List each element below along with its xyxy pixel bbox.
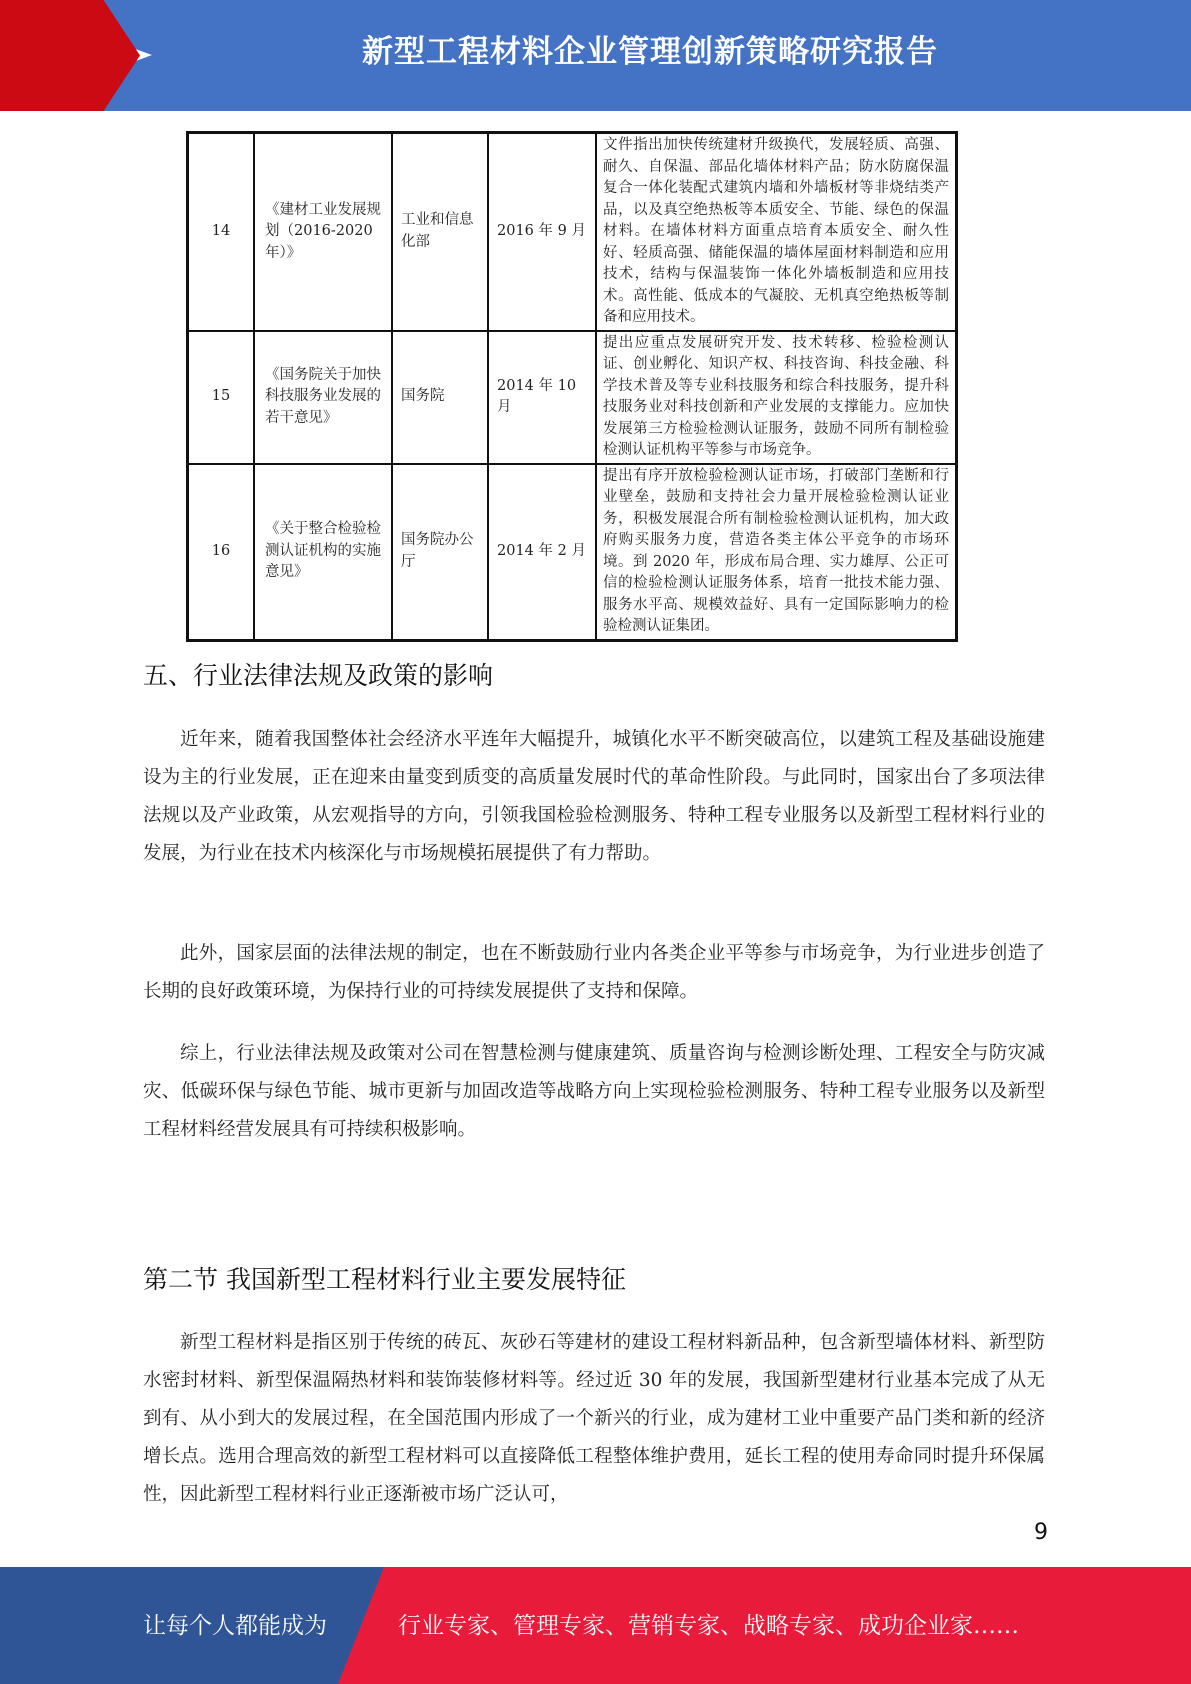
policy-description: 提出应重点发展研究开发、技术转移、检验检测认证、创业孵化、知识产权、科技咨询、科技金融、科学技术普及等专业科技服务和综合科技服务，提升科技服务业对科技创新和产业发展的支撑能力。应加快发展第三方检验检测认证服务，鼓励不同所有制检验检测认证机构平等参与市场竞争。 xyxy=(596,331,957,464)
header-chevron xyxy=(0,0,140,111)
policy-description: 文件指出加快传统建材升级换代，发展轻质、高强、耐久、自保温、部品化墙体材料产品；防水防腐保温复合一体化装配式建筑内墙和外墙板材等非烧结类产品，以及真空绝热板等本质安全、节能、绿色的保温材料。在墙体材料方面重点培育本质安全、耐久性好、轻质高强、储能保温的墙体屋面材料制造和应用技术，结构与保温装饰一体化外墙板制造和应用技术。高性能、低成本的气凝胶、无机真空绝热板等制备和应用技术。 xyxy=(596,133,957,331)
footer-slogan-left: 让每个人都能成为 xyxy=(143,1613,327,1639)
policy-name: 《关于整合检验检测认证机构的实施意见》 xyxy=(254,464,392,641)
table-row xyxy=(188,133,957,331)
policy-description: 提出有序开放检验检测认证市场，打破部门垄断和行业壁垒，鼓励和支持社会力量开展检验检测认证业务，积极发展混合所有制检验检测认证机构，加大政府购买服务力度，营造各类主体公平竞争的市场环境。到 2020 年，形成布局合理、实力雄厚、公正可信的检验检测认证服务体系，培育一批技术能力强、服务水平高、规模效益好、具有一定国际影响力的检验检测认证集团。 xyxy=(596,464,957,641)
paragraph: 此外，国家层面的法律法规的制定，也在不断鼓励行业内各类企业平等参与市场竞争，为行业进步创造了长期的良好政策环境，为保持行业的可持续发展提供了支持和保障。 xyxy=(143,943,1045,1002)
row-number: 14 xyxy=(188,133,255,331)
table-row xyxy=(188,331,957,464)
issuing-department: 工业和信息化部 xyxy=(392,133,488,331)
page-number: 9 xyxy=(1034,1520,1048,1545)
table-row xyxy=(188,464,957,641)
paragraph: 综上，行业法律法规及政策对公司在智慧检测与健康建筑、质量咨询与检测诊断处理、工程安全与防灾减灾、低碳环保与绿色节能、城市更新与加固改造等战略方向上实现检验检测服务、特种工程专业服务以及新型工程材料经营发展具有可持续积极影响。 xyxy=(143,1043,1045,1140)
issue-date: 2014 年 2 月 xyxy=(488,464,596,641)
section-heading: 第二节 我国新型工程材料行业主要发展特征 xyxy=(143,1265,626,1294)
page-footer xyxy=(0,1567,1191,1684)
report-title: 新型工程材料企业管理创新策略研究报告 xyxy=(362,34,938,70)
policy-name: 《建材工业发展规划（2016-2020年）》 xyxy=(254,133,392,331)
issue-date: 2014 年 10 月 xyxy=(488,331,596,464)
page-header xyxy=(0,0,1191,111)
paragraph: 近年来，随着我国整体社会经济水平连年大幅提升，城镇化水平不断突破高位，以建筑工程及基础设施建设为主的行业发展，正在迎来由量变到质变的高质量发展时代的革命性阶段。与此同时，国家出台了多项法律法规以及产业政策，从宏观指导的方向，引领我国检验检测服务、特种工程专业服务以及新型工程材料行业的发展，为行业在技术内核深化与市场规模拓展提供了有力帮助。 xyxy=(143,729,1045,864)
paragraph: 新型工程材料是指区别于传统的砖瓦、灰砂石等建材的建设工程材料新品种，包含新型墙体材料、新型防水密封材料、新型保温隔热材料和装饰装修材料等。经过近 30 年的发展，我国新型建材行业基本完成了从无到有、从小到大的发展过程，在全国范围内形成了一个新兴的行业，成为建材工业中重要产品门类和新的经济增长点。选用合理高效的新型工程材料可以直接降低工程整体维护费用，延长工程的使用寿命同时提升环保属性，因此新型工程材料行业正逐渐被市场广泛认可， xyxy=(143,1332,1045,1505)
policy-name: 《国务院关于加快科技服务业发展的若干意见》 xyxy=(254,331,392,464)
issue-date: 2016 年 9 月 xyxy=(488,133,596,331)
issuing-department: 国务院 xyxy=(392,331,488,464)
section-heading: 五、行业法律法规及政策的影响 xyxy=(143,661,494,690)
issuing-department: 国务院办公厅 xyxy=(392,464,488,641)
row-number: 16 xyxy=(188,464,255,641)
footer-slogan-right: 行业专家、管理专家、营销专家、战略专家、成功企业家…… xyxy=(398,1613,1019,1639)
policy-table xyxy=(186,131,958,642)
row-number: 15 xyxy=(188,331,255,464)
